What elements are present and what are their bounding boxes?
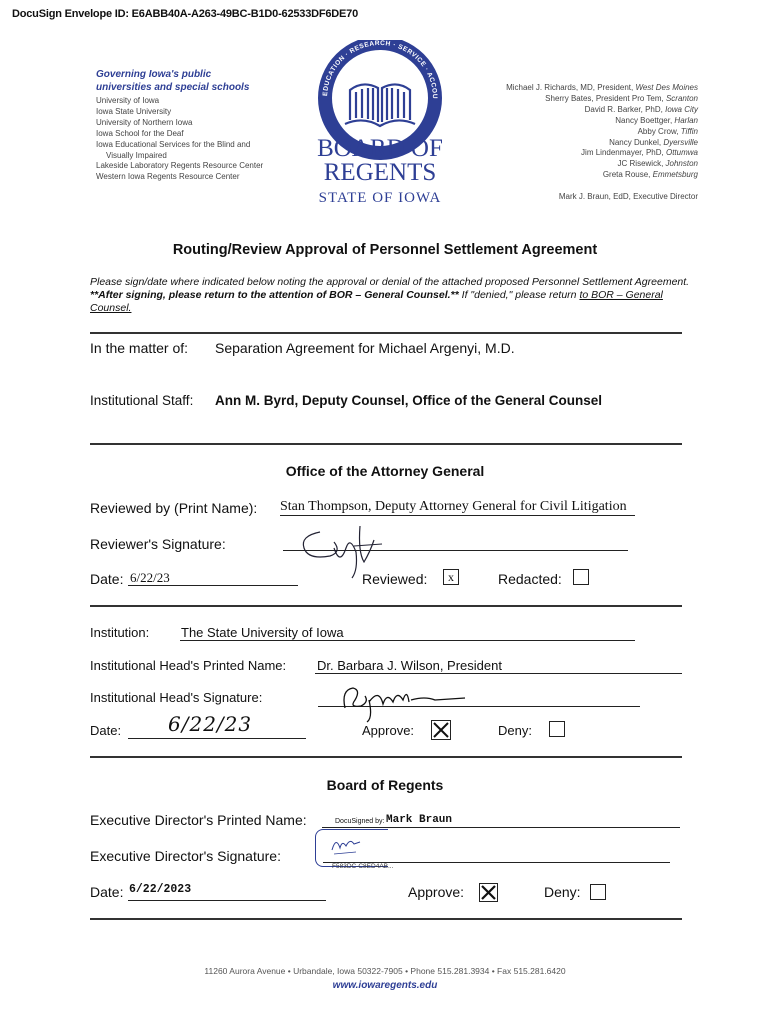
reviewed-by-field[interactable] xyxy=(280,499,635,515)
ed-date-label: Date: xyxy=(90,884,124,900)
institution-item: Iowa State University xyxy=(96,106,172,116)
regents-section-heading: Board of Regents xyxy=(326,777,444,793)
tagline-line-2: universities and special schools xyxy=(96,82,250,93)
institution-item: Lakeside Laboratory Regents Resource Center xyxy=(96,161,264,171)
member-item: Nancy Dunkel, Dyersville xyxy=(609,137,698,147)
tagline-line-1: Governing Iowa's public xyxy=(96,69,212,80)
matter-value: Separation Agreement for Michael Argenyi, M.D. xyxy=(215,340,515,356)
head-date-label: Date: xyxy=(90,723,122,738)
divider xyxy=(90,332,682,334)
head-name-label: Institutional Head's Printed Name: xyxy=(90,658,287,673)
governing-tagline xyxy=(96,68,266,94)
regents-seal-icon xyxy=(305,40,455,210)
executive-director-header: Mark J. Braun, EdD, Executive Director xyxy=(558,192,698,202)
institution-item: University of Iowa xyxy=(96,96,160,105)
head-name-value[interactable]: Dr. Barbara J. Wilson, President xyxy=(317,658,502,673)
institution-list xyxy=(96,96,296,183)
docusigned-by-label: DocuSigned by: xyxy=(335,818,385,825)
seal-ring-text: EDUCATION · RESEARCH · SERVICE · ACCOU xyxy=(321,40,439,100)
institution-item: University of Northern Iowa xyxy=(96,117,193,127)
institution-line xyxy=(180,640,635,641)
ed-signature-label: Executive Director's Signature: xyxy=(90,848,281,864)
divider xyxy=(90,756,682,758)
ed-deny-checkbox[interactable] xyxy=(590,884,606,900)
logo-line-1: BOARD OF xyxy=(317,135,443,162)
head-signature-label: Institutional Head's Signature: xyxy=(90,690,263,705)
head-date-line xyxy=(128,738,306,739)
matter-label: In the matter of: xyxy=(90,340,189,356)
ed-name-line xyxy=(322,827,680,828)
ed-date-line xyxy=(128,900,326,901)
member-item: Nancy Boettger, Harlan xyxy=(615,115,698,125)
head-signature[interactable] xyxy=(335,678,475,729)
head-approve-label: Approve: xyxy=(362,723,415,738)
reviewed-label: Reviewed: xyxy=(362,571,428,587)
ed-name-value[interactable]: Mark Braun xyxy=(386,814,453,826)
reviewer-signature-label: Reviewer's Signature: xyxy=(90,536,226,552)
member-item: David R. Barker, PhD, Iowa City xyxy=(584,104,698,114)
ed-signature-line xyxy=(323,862,670,863)
board-members-list xyxy=(478,83,698,203)
institution-item: Iowa School for the Deaf xyxy=(96,128,184,138)
instructions: Please sign/date where indicated below noting the approval or denial of the attached proposed Personnel Settlement Agreement. **After signing, please return to the attention of BOR – General Counsel.** If "denied," please return to BOR – General Counsel. xyxy=(90,276,690,314)
check-x-icon xyxy=(480,884,497,901)
ed-date-value[interactable]: 6/22/2023 xyxy=(129,883,192,896)
reviewed-by-label: Reviewed by (Print Name): xyxy=(90,500,258,516)
ag-date-line xyxy=(128,585,298,586)
ed-approve-checkbox[interactable] xyxy=(479,883,498,902)
ed-approve-label: Approve: xyxy=(408,884,465,900)
member-item: Abby Crow, Tiffin xyxy=(637,126,698,136)
reviewed-checkbox[interactable]: x xyxy=(443,569,459,585)
ed-signature-id: F583DC-C8ED4AB... xyxy=(332,863,394,870)
member-item: Sherry Bates, President Pro Tem, Scranton xyxy=(545,93,698,103)
ag-date-label: Date: xyxy=(90,571,124,587)
institution-item: Visually Impaired xyxy=(106,150,167,160)
institution-item: Western Iowa Regents Resource Center xyxy=(96,172,240,182)
ed-name-label: Executive Director's Printed Name: xyxy=(90,812,307,828)
reviewed-by-line xyxy=(280,515,635,516)
institution-value[interactable]: The State University of Iowa xyxy=(181,625,344,640)
head-name-line xyxy=(315,673,682,674)
institution-label: Institution: xyxy=(90,625,150,640)
reviewed-by-value: Stan Thompson, Deputy Attorney General for Civil Litigation xyxy=(280,499,627,514)
redacted-label: Redacted: xyxy=(498,571,562,587)
head-deny-label: Deny: xyxy=(498,723,532,738)
divider xyxy=(90,918,682,920)
divider xyxy=(90,605,682,607)
ed-signature xyxy=(326,832,366,862)
staff-label: Institutional Staff: xyxy=(90,393,194,408)
logo-line-3: STATE OF IOWA xyxy=(318,190,442,206)
footer-address: 11260 Aurora Avenue • Urbandale, Iowa 50322-7905 • Phone 515.281.3934 • Fax 515.281.6420 xyxy=(204,966,566,976)
staff-value: Ann M. Byrd, Deputy Counsel, Office of the General Counsel xyxy=(215,393,603,408)
docusign-envelope-id: DocuSign Envelope ID: E6ABB40A-A263-49BC-B1D0-62533DF6DE70 xyxy=(12,8,359,20)
ag-date-value[interactable]: 6/22/23 xyxy=(130,570,170,585)
member-item: Michael J. Richards, MD, President, West Des Moines xyxy=(506,83,698,92)
redacted-checkbox[interactable] xyxy=(573,569,589,585)
head-approve-checkbox[interactable] xyxy=(431,720,451,740)
head-deny-checkbox[interactable] xyxy=(549,721,565,737)
board-of-regents-logo xyxy=(305,40,455,210)
footer-website[interactable]: www.iowaregents.edu xyxy=(332,980,438,991)
member-item: JC Risewick, Johnston xyxy=(617,159,698,169)
check-x-icon xyxy=(432,721,450,739)
logo-line-2: REGENTS xyxy=(323,159,437,186)
ed-deny-label: Deny: xyxy=(544,884,581,900)
divider xyxy=(90,443,682,445)
institution-item: Iowa Educational Services for the Blind and xyxy=(96,139,251,149)
document-title: Routing/Review Approval of Personnel Settlement Agreement xyxy=(172,242,598,258)
head-date-value[interactable]: 6/22/23 xyxy=(168,712,253,736)
member-item: Greta Rouse, Emmetsburg xyxy=(602,170,698,180)
member-item: Jim Lindenmayer, PhD, Ottumwa xyxy=(581,148,698,158)
ag-section-heading: Office of the Attorney General xyxy=(285,463,485,479)
